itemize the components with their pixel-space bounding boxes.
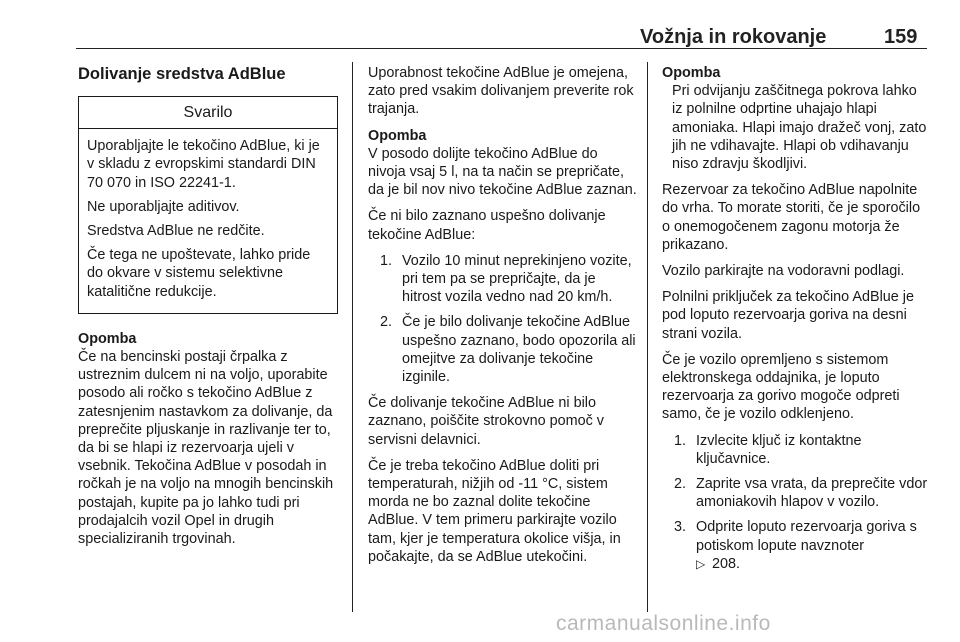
step-number: 1. — [380, 252, 393, 269]
step-text: Odprite loputo rezervoarja goriva s potiskom lopute navznoter — [696, 519, 917, 554]
note-text: Če na bencinski postaji črpalka z ustreznim dulcem ni na voljo, uporabite posodo ali ročko s tekočino AdBlue z zatesnjenim nastavkom za dolivanje, da preprečite pljuskanje in razlivanje ter to, da bi se hlapi iz rezervoarja ujeli v vsebnik. Tekočina AdBlue v posodah in ročkah je na voljo na mnogih bencinskih postajah, kupite pa jo lahko tudi pri prodajalcih vozil Opel in drugih specializiranih trgovinah. — [78, 349, 334, 548]
page-reference-link[interactable]: 208. — [712, 555, 741, 572]
column-1 — [78, 64, 340, 556]
arrow-ref-icon[interactable]: ▷ — [696, 556, 706, 571]
note-text: V posodo dolijte tekočino AdBlue do nivoja vsaj 5 l, na ta način se prepričate, da je bil nov nivo tekočine AdBlue zaznan. — [368, 145, 637, 199]
list-item — [662, 432, 928, 468]
warning-paragraph: Ne uporabljajte aditivov. — [87, 198, 240, 215]
column-2 — [368, 64, 638, 574]
header-rule — [76, 48, 927, 49]
paragraph-location: Polnilni priključek za tekočino AdBlue je pod loputo rezervoarja goriva na desni strani vozila. — [662, 289, 914, 342]
steps-list — [662, 432, 928, 573]
column-divider — [352, 62, 353, 612]
step-number: 2. — [674, 476, 687, 493]
step-text: Vozilo 10 minut neprekinjeno vozite, pri tem pa se prepričajte, da je hitrost vozila vedno nad 20 km/h. — [402, 252, 632, 306]
warning-title: Svarilo — [79, 97, 337, 129]
warning-paragraph: Sredstva AdBlue ne redčite. — [87, 223, 265, 240]
paragraph-failed: Če dolivanje tekočine AdBlue ni bilo zaznano, poiščite strokovno pomoč v servisni delavnici. — [368, 395, 604, 448]
watermark: carmanualsonline.info — [556, 612, 771, 635]
warning-paragraph: Uporabljajte le tekočino AdBlue, ki je v skladu z evropskimi standardi DIN 70 070 in ISO 22241-1. — [87, 138, 320, 191]
paragraph-park: Vozilo parkirajte na vodoravni podlagi. — [662, 263, 905, 280]
page-number: 159 — [884, 26, 918, 48]
step-number: 1. — [674, 432, 687, 449]
paragraph-fill: Rezervoar za tekočino AdBlue napolnite do vrha. To morate storiti, če je sporočilo o onemogočenem zagonu motorja že prikazano. — [662, 182, 921, 253]
list-item — [368, 313, 638, 386]
step-text: Če je bilo dolivanje tekočine AdBlue uspešno zaznano, bodo opozorila ali omejitve za dolivanje tekočine izginile. — [402, 314, 636, 386]
note-text: Pri odvijanju zaščitnega pokrova lahko iz polnilne odprtine uhajajo hlapi amoniaka. Hlapi imajo dražeč vonj, zato jih ne vdihavajte. Hlapi ob vdihavanju niso zdravju škodljivi. — [672, 83, 927, 173]
column-divider — [647, 62, 648, 612]
page-header-title: Vožnja in rokovanje — [640, 26, 827, 48]
warning-box — [78, 96, 338, 314]
paragraph-not-detected: Če ni bilo zaznano uspešno dolivanje tekočine AdBlue: — [368, 208, 606, 243]
warning-paragraph: Če tega ne upoštevate, lahko pride do okvare v sistemu selektivne katalitične redukcije. — [87, 247, 311, 300]
paragraph-keyless: Če je vozilo opremljeno s sistemom elektronskega oddajnika, je loputo rezervoarja za gorivo mogoče odpreti samo, če je vozilo odklenjeno. — [662, 351, 900, 423]
note-label: Opomba — [78, 330, 137, 347]
list-item — [662, 518, 928, 573]
column-3 — [662, 64, 928, 581]
section-title: Dolivanje sredstva AdBlue — [78, 65, 286, 83]
step-number: 2. — [380, 314, 393, 331]
paragraph-intro: Uporabnost tekočine AdBlue je omejena, zato pred vsakim dolivanjem preverite rok trajanja. — [368, 65, 634, 118]
step-text: Zaprite vsa vrata, da preprečite vdor amoniakovih hlapov v vozilo. — [696, 476, 928, 511]
note-label: Opomba — [368, 127, 427, 144]
steps-list — [368, 252, 638, 386]
paragraph-cold: Če je treba tekočino AdBlue doliti pri temperaturah, nižjih od -11 °C, sistem morda ne bo zaznal dolite tekočine AdBlue. V tem primeru parkirajte vozilo tam, kjer je temperatura okolice višja, in počakajte, da se AdBlue utekočini. — [368, 457, 621, 565]
list-item — [662, 475, 928, 511]
note-label: Opomba — [662, 65, 721, 81]
step-number: 3. — [674, 519, 687, 536]
list-item — [368, 252, 638, 307]
step-text: Izvlecite ključ iz kontaktne ključavnice. — [696, 432, 862, 467]
